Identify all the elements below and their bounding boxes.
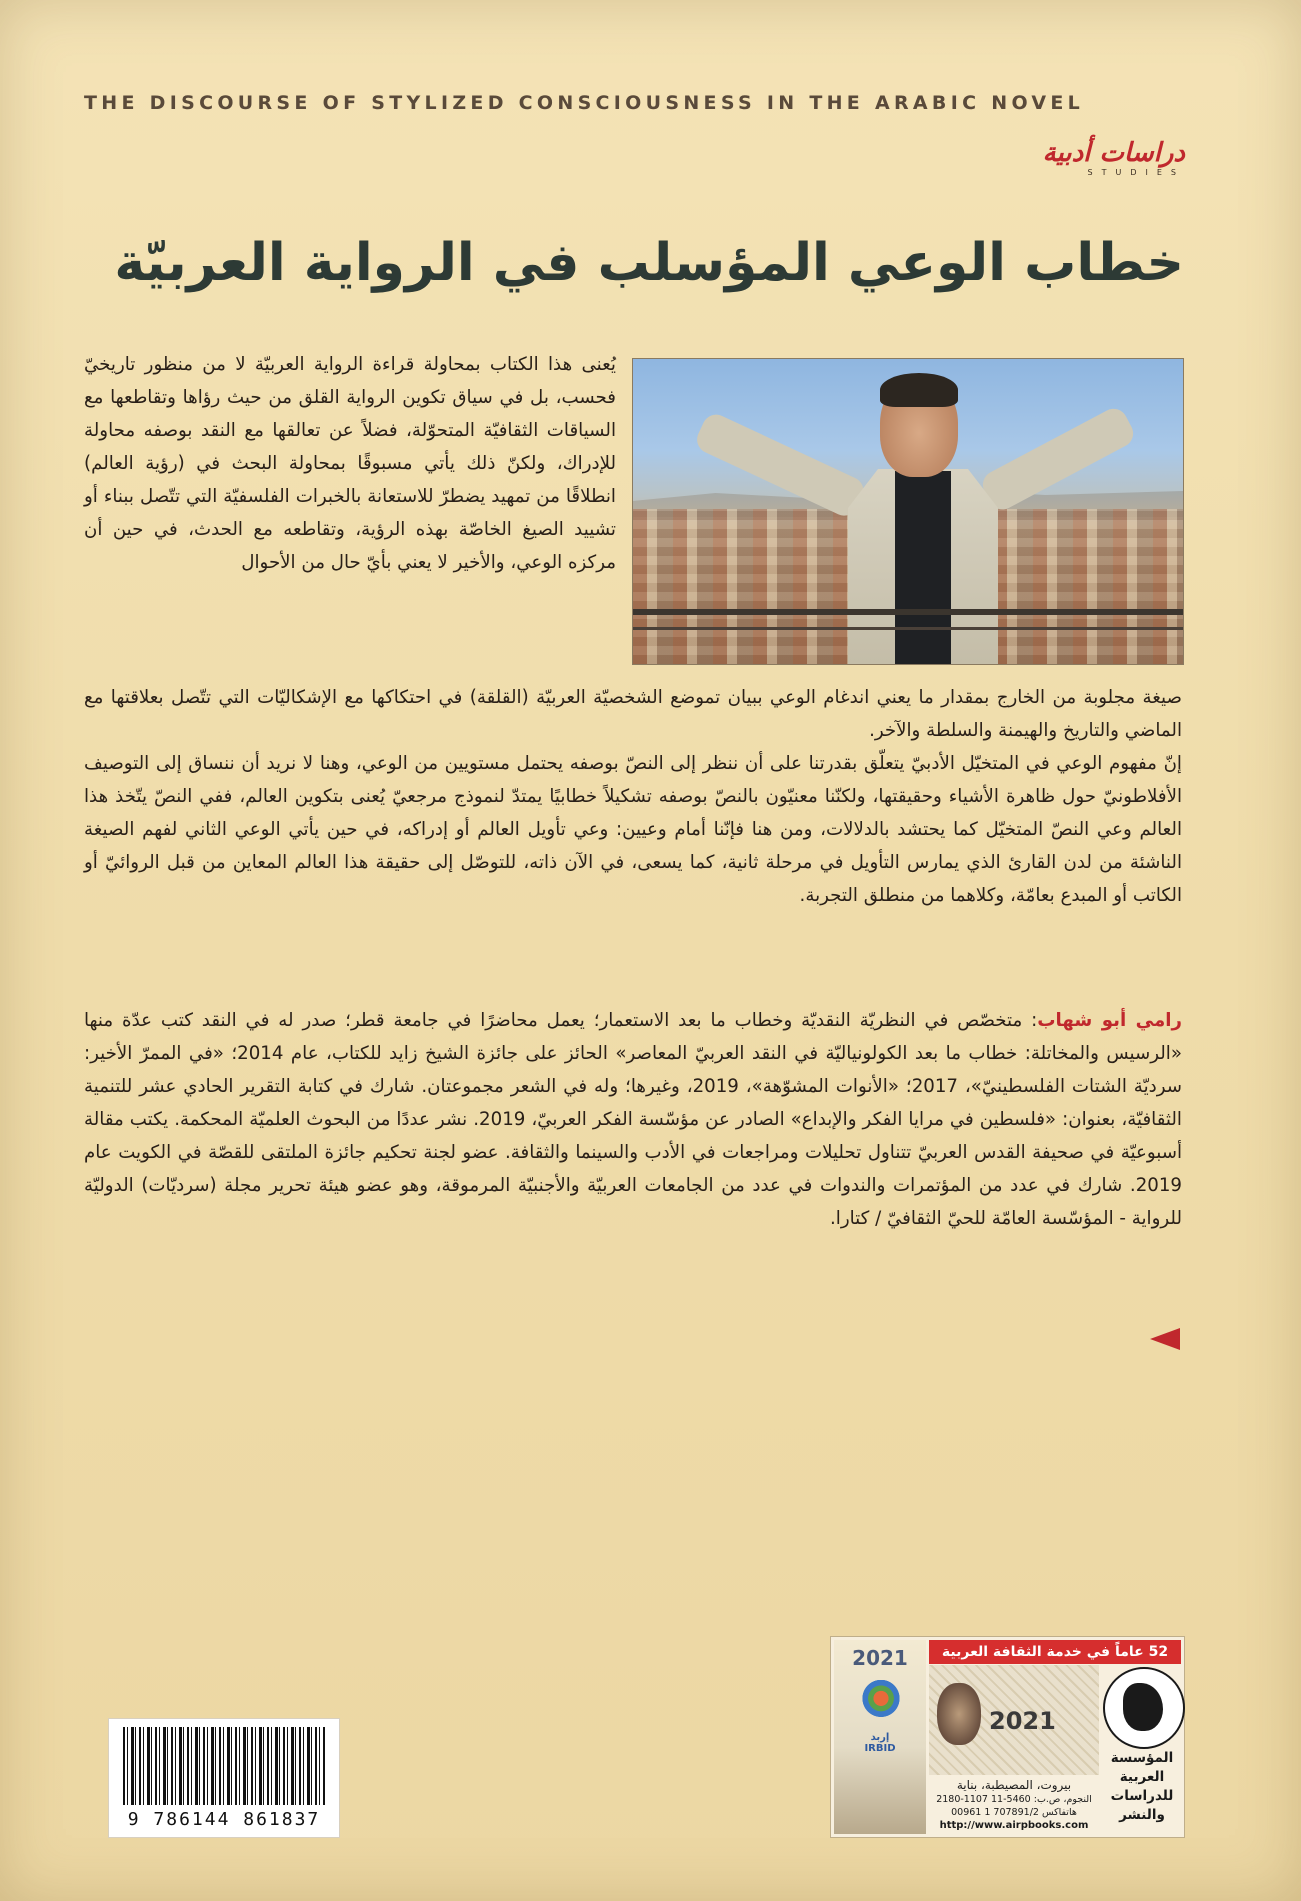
publisher-name: المؤسسة العربية للدراسات والنشر — [1110, 1750, 1174, 1823]
arabic-title: خطاب الوعي المؤسلب في الرواية العربيّة — [114, 233, 1184, 293]
barcode-bars — [123, 1727, 325, 1805]
irbid-label — [834, 1732, 926, 1754]
english-title: THE DISCOURSE OF STYLIZED CONSCIOUSNESS IN THE ARABIC NOVEL — [84, 92, 1085, 114]
publisher-website: http://www.airpbooks.com — [939, 1820, 1089, 1831]
anniversary-year: 2021 — [989, 1707, 1056, 1735]
isbn-barcode — [108, 1718, 340, 1838]
blurb-paragraph-1-continued: صيغة مجلوبة من الخارج بمقدار ما يعني اندغام الوعي ببيان تموضع الشخصيّة العربيّة (القلقة) في احتكاكها مع الإشكاليّات التي تتّصل بعلاقتها مع الماضي والتاريخ والهيمنة والسلطة والآخر. — [84, 687, 1182, 741]
author-name: رامي أبو شهاب — [1037, 1010, 1183, 1031]
publisher-banner — [929, 1640, 1181, 1664]
author-bio-text: : متخصّص في النظريّة النقديّة وخطاب ما بعد الاستعمار؛ يعمل محاضرًا في جامعة قطر؛ صدر له في النقد كتب عدّة منها «الرسيس والمخاتلة: خطاب ما بعد الكولونياليّة في النقد العربيّ المعاصر» الحائز على جائزة الشيخ زايد للكتاب، عام 2014؛ «في الممرّ الأخير: سرديّة الشتات الفلسطينيّ»، 2017؛ «الأنوات المشوّهة»، 2019، وغيرها؛ وله في الشعر مجموعتان. شارك في كتابة التقرير الحادي عشر للتنمية الثقافيّة، بعنوان: «فلسطين في مرايا الفكر والإبداع» الصادر عن مؤسّسة الفكر العربيّ، 2019. نشر عددًا من البحوث العلميّة المحكمة. يكتب مقالة أسبوعيّة في صحيفة القدس العربيّ تتناول تحليلات ومراجعات في الأدب والسينما والثقافة. عضو لجنة تحكيم جائزة الملتقى للقصّة في الكويت عام 2019. شارك في عدد من المؤتمرات والندوات في عدد من الجامعات العربيّة والأجنبيّة المرموقة، وهو عضو هيئة تحرير مجلة (سرديّات) الدوليّة للرواية - المؤسّسة العامّة للحيّ الثقافيّ / كتارا. — [84, 1010, 1182, 1229]
publisher-block — [830, 1636, 1185, 1838]
publisher-logo-icon — [1103, 1667, 1185, 1749]
publisher-contacts — [929, 1777, 1099, 1833]
series-logo-english: STUDIES — [1087, 168, 1185, 177]
portrait-icon — [937, 1683, 981, 1745]
irbid-label-ar: إربد — [870, 1732, 890, 1743]
publisher-address: 2180-1107 النجوم، ص.ب: 5460-11 — [936, 1794, 1092, 1805]
series-logo — [1010, 138, 1185, 183]
irbid-label-en: IRBID — [864, 1743, 896, 1754]
series-logo-arabic: دراسات أدبية — [1042, 138, 1185, 168]
anniversary-stamp — [929, 1665, 1099, 1775]
author-bio — [84, 1004, 1182, 1235]
irbid-stamp — [834, 1640, 926, 1834]
publisher-phone: 00961 1 707891/2 هاتفاكس — [951, 1807, 1077, 1818]
photo-railing-lower — [633, 627, 1183, 630]
publisher-city: بيروت، المصيطبة، بناية — [956, 1778, 1072, 1792]
isbn-number: 9 786144 861837 — [127, 1809, 321, 1830]
flower-emblem-icon — [862, 1680, 900, 1726]
banner-text: عاماً في خدمة الثقافة العربية — [941, 1644, 1144, 1660]
blurb-paragraph-2: إنّ مفهوم الوعي في المتخيّل الأدبيّ يتعلّق بقدرتنا على أن ننظر إلى النصّ بوصفه يحتمل مستويين من الوعي، وهنا لا نريد أن ننساق إلى التوصيف الأفلاطونيّ حول ظاهرة الأشياء وحقيقتها، ولكنّنا معنيّون بالنصّ بوصفه تشكيلاً خطابيًا يمتدّ لنموذج مرجعيّ يُعنى بتكوين العالم، ففي النصّ يتّخذ هذا العالم وعي النصّ المتخيّل كما يحتشد بالدلالات، ومن هنا فإنّنا أمام وعيين: وعي تأويل العالم أو إدراكه، في حين يأتي الوعي الثاني لفهم الصيغة الناشئة من لدن القارئ الذي يمارس التأويل في مرحلة ثانية، كما يسعى، في الآن ذاته، للتوصّل إلى حقيقة هذا العالم المعاين من قبل الروائيّ أو الكاتب أو المبدع بعامّة، وكلاهما من منطلق التجربة. — [84, 753, 1182, 906]
red-triangle-icon — [1150, 1328, 1180, 1350]
photo-hair — [880, 373, 958, 407]
author-photo — [632, 358, 1184, 665]
blurb-paragraph-1: يُعنى هذا الكتاب بمحاولة قراءة الرواية العربيّة لا من منظور تاريخيّ فحسب، بل في سياق تكوين الرواية القلق من حيث رؤاها وتقاطعها مع السياقات الثقافيّة المتحوّلة، فضلاً عن تعالقها مع النقد بوصفه محاولة للإدراك، ولكنّ ذلك يأتي مسبوقًا بمحاولة البحث في (رؤية العالم) انطلاقًا من تمهيد يضطرّ للاستعانة بالخبرات الفلسفيّة التي تتّصل ببناء أو تشييد الصيغ الخاصّة بهذه الرؤية، وتقاطعه مع الحدث، في حين أن مركزه الوعي، والأخير لا يعني بأيّ حال من الأحوال — [84, 354, 616, 573]
irbid-stamp-year: 2021 — [852, 1646, 908, 1670]
banner-number: 52 — [1148, 1644, 1169, 1660]
photo-shirt — [895, 471, 951, 664]
photo-railing — [633, 609, 1183, 615]
